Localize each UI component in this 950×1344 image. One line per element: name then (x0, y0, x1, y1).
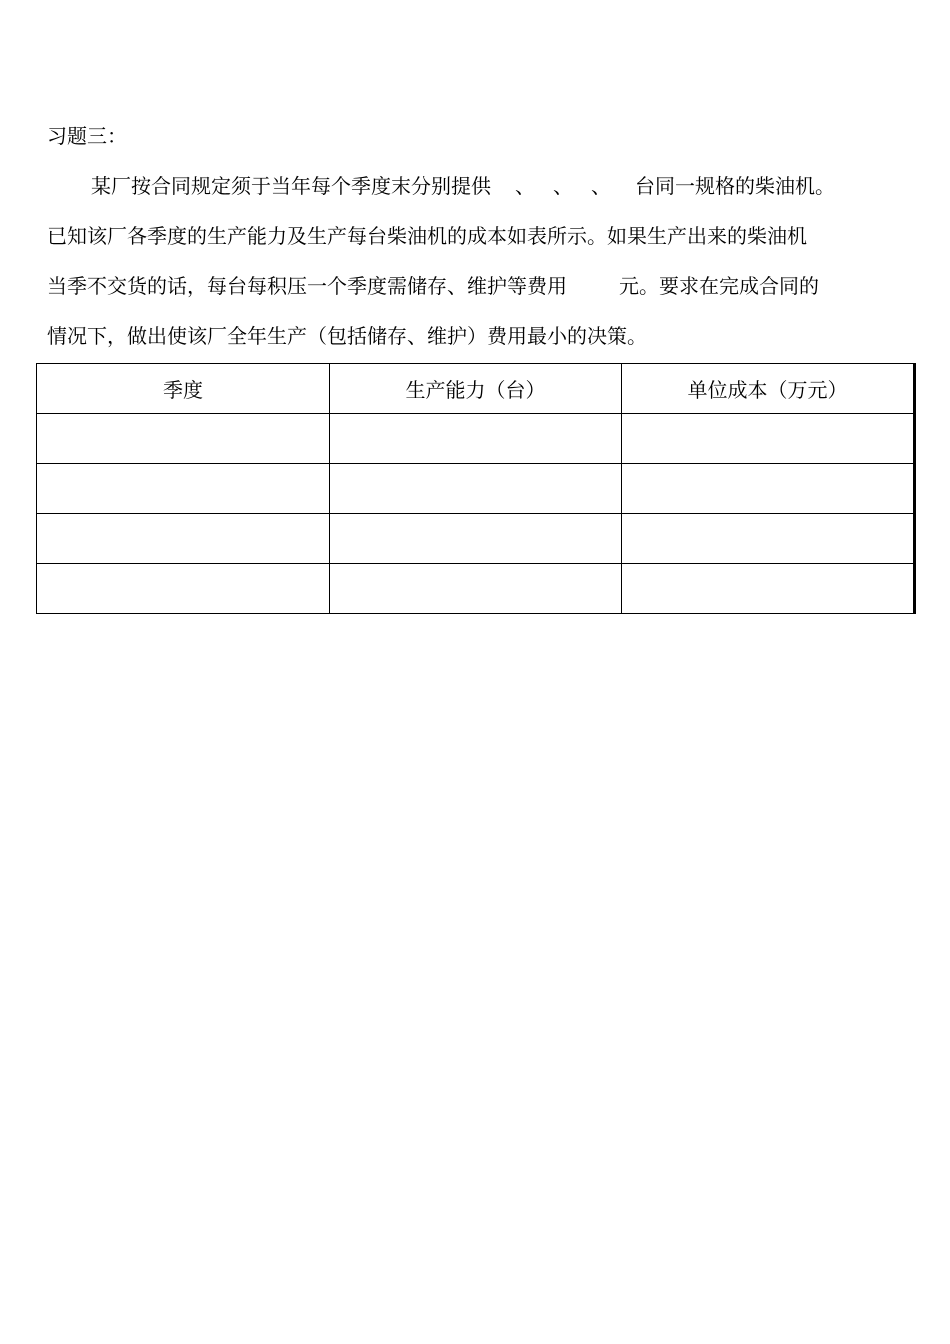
table-cell (622, 514, 915, 564)
paragraph-line-4: 情况下，做出使该厂全年生产（包括储存、维护）费用最小的决策。 (47, 324, 647, 348)
capacity-cost-table (36, 363, 916, 614)
column-header-quarter: 季度 (37, 364, 330, 414)
paragraph-line-2: 已知该厂各季度的生产能力及生产每台柴油机的成本如表所示。如果生产出来的柴油机 (47, 224, 807, 248)
paragraph-separator: 、 (515, 174, 535, 198)
table-row (37, 414, 915, 464)
table-row (37, 564, 915, 614)
table-row (37, 464, 915, 514)
table-header-row (37, 364, 915, 414)
table-cell (330, 464, 622, 514)
paragraph-line-3 (47, 272, 819, 300)
paragraph-separator: 、 (591, 174, 611, 198)
paragraph-text: 台同一规格的柴油机。 (635, 174, 835, 198)
table-cell (37, 514, 330, 564)
table-row (37, 514, 915, 564)
table-cell (330, 564, 622, 614)
table-cell (330, 514, 622, 564)
paragraph-text: 某厂按合同规定须于当年每个季度末分别提供 (91, 174, 491, 198)
table-cell (622, 464, 915, 514)
exercise-heading: 习题三： (47, 124, 127, 148)
table-cell (37, 464, 330, 514)
paragraph-text: 当季不交货的话，每台每积压一个季度需储存、维护等费用 (47, 274, 567, 298)
table-cell (37, 564, 330, 614)
paragraph-text: 元。要求在完成合同的 (619, 274, 819, 298)
paragraph-line-1 (91, 172, 835, 200)
table-cell (622, 564, 915, 614)
table-cell (330, 414, 622, 464)
table-cell (37, 414, 330, 464)
paragraph-separator: 、 (553, 174, 573, 198)
table-cell (622, 414, 915, 464)
column-header-capacity: 生产能力（台） (330, 364, 622, 414)
column-header-unit-cost: 单位成本（万元） (622, 364, 915, 414)
